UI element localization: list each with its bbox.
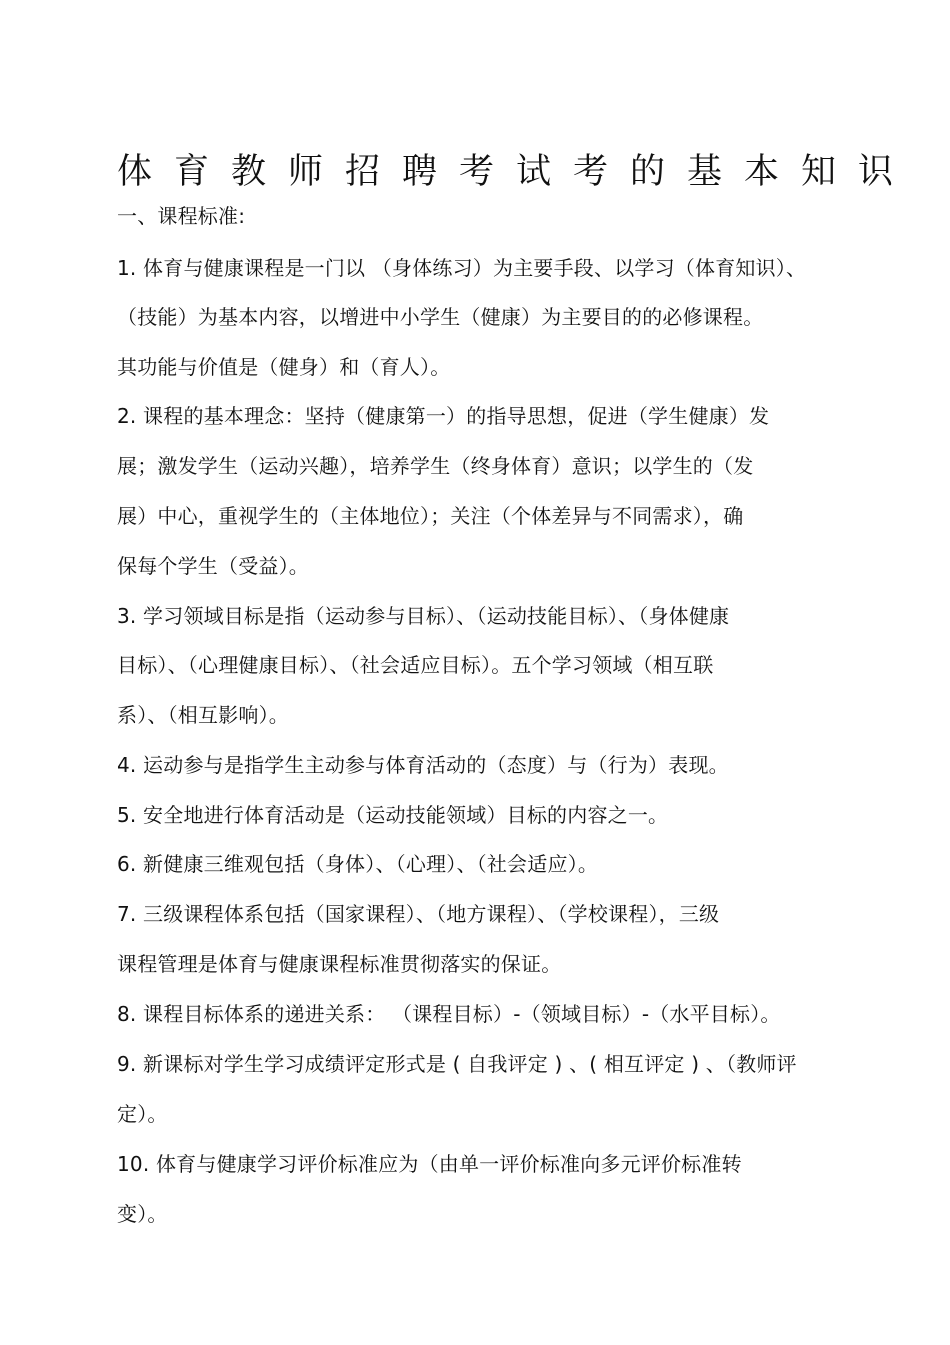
text-line: 展）中心，重视学生的（主体地位）；关注（个体差异与不同需求），确: [117, 504, 744, 528]
text-line: 保每个学生（受益）。: [117, 554, 309, 578]
text-line: 8. 课程目标体系的递进关系： （课程目标）-（领域目标）-（水平目标）。: [117, 1002, 781, 1026]
text-line: 5. 安全地进行体育活动是（运动技能领域）目标的内容之一。: [117, 803, 669, 827]
text-line: 10. 体育与健康学习评价标准应为（由单一评价标准向多元评价标准转: [117, 1152, 742, 1176]
text-line: 变）。: [117, 1202, 168, 1226]
text-line: 7. 三级课程体系包括（国家课程）、（地方课程）、（学校课程），三级: [117, 902, 720, 926]
text-line: 2. 课程的基本理念：坚持（健康第一）的指导思想，促进（学生健康）发: [117, 404, 770, 428]
section-heading: 一、课程标准:: [117, 204, 246, 228]
text-line: 课程管理是体育与健康课程标准贯彻落实的保证。: [117, 952, 562, 976]
text-line: 目标）、（心理健康目标）、（社会适应目标）。五个学习领域（相互联: [117, 653, 714, 677]
document-title: 体育教师招聘考试考的基本知识: [117, 152, 916, 193]
text-line: 展；激发学生（运动兴趣），培养学生（终身体育）意识；以学生的（发: [117, 454, 754, 478]
text-line: （技能）为基本内容，以增进中小学生（健康）为主要目的的必修课程。: [117, 305, 764, 329]
text-line: 系）、（相互影响）。: [117, 703, 289, 727]
text-line: 3. 学习领域目标是指（运动参与目标）、（运动技能目标）、（身体健康: [117, 604, 730, 628]
text-line: 4. 运动参与是指学生主动参与体育活动的（态度）与（行为）表现。: [117, 753, 729, 777]
text-line: 其功能与价值是（健身）和（育人）。: [117, 355, 451, 379]
text-line: 9. 新课标对学生学习成绩评定形式是 ( 自我评定 ) 、( 相互评定 ) 、（教师评: [117, 1052, 797, 1076]
text-line: 1. 体育与健康课程是一门以 （身体练习）为主要手段、以学习（体育知识）、: [117, 256, 807, 280]
text-line: 定）。: [117, 1102, 168, 1126]
text-line: 6. 新健康三维观包括（身体）、（心理）、（社会适应）。: [117, 852, 599, 876]
